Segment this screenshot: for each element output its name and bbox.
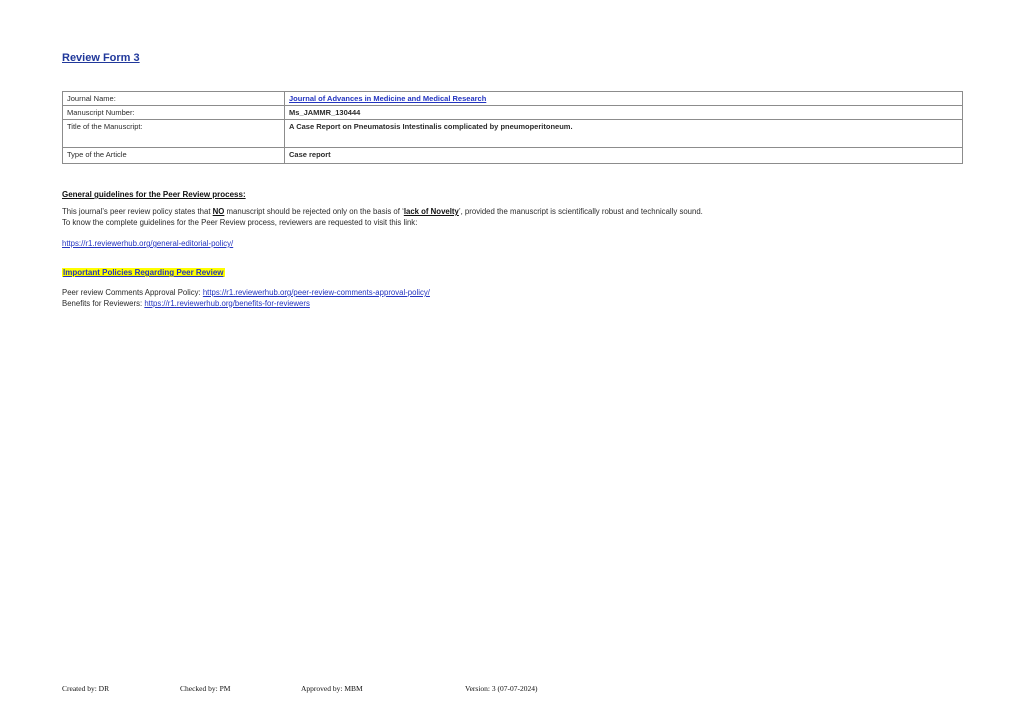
benefits-for-reviewers-line	[62, 299, 430, 310]
general-editorial-policy-line	[62, 239, 233, 248]
guidelines-text-no: NO	[212, 207, 225, 216]
journal-name-label: Journal Name:	[63, 92, 285, 106]
guidelines-text-line2: To know the complete guidelines for the Peer Review process, reviewers are requested to visit this link:	[62, 217, 418, 227]
peer-review-comments-policy-line	[62, 288, 430, 299]
journal-name-link[interactable]: Journal of Advances in Medicine and Medical Research	[289, 94, 487, 103]
benefits-for-reviewers-label: Benefits for Reviewers:	[62, 298, 145, 308]
manuscript-title-value: A Case Report on Pneumatosis Intestinalis complicated by pneumoperitoneum.	[285, 120, 963, 148]
footer-version: Version: 3 (07-07-2024)	[465, 684, 538, 693]
journal-name-cell	[285, 92, 963, 106]
guidelines-text: manuscript should be rejected only on the basis of ‘	[224, 207, 404, 216]
table-row-manuscript-title	[63, 120, 963, 148]
general-editorial-policy-link[interactable]: https://r1.reviewerhub.org/general-editorial-policy/	[62, 239, 234, 248]
manuscript-title-label: Title of the Manuscript:	[63, 120, 285, 148]
page-title: Review Form 3	[62, 52, 140, 64]
article-type-label: Type of the Article	[63, 148, 285, 164]
guidelines-text: This journal’s peer review policy states that	[62, 207, 213, 216]
guidelines-paragraph	[62, 207, 977, 228]
table-row-article-type	[63, 148, 963, 164]
general-guidelines-heading: General guidelines for the Peer Review process:	[62, 190, 246, 199]
benefits-for-reviewers-link[interactable]: https://r1.reviewerhub.org/benefits-for-reviewers	[144, 298, 310, 308]
footer-approved-by: Approved by: MBM	[301, 684, 363, 693]
manuscript-number-label: Manuscript Number:	[63, 106, 285, 120]
peer-review-comments-policy-label: Peer review Comments Approval Policy:	[62, 288, 203, 297]
table-row-journal-name	[63, 92, 963, 106]
guidelines-text: ’, provided the manuscript is scientifically robust and technically sound.	[458, 207, 703, 216]
manuscript-info-table	[62, 91, 963, 164]
important-policies-heading: Important Policies Regarding Peer Review	[63, 268, 224, 277]
article-type-value: Case report	[285, 148, 963, 164]
guidelines-text-lack-of-novelty: lack of Novelty	[403, 207, 459, 216]
peer-review-comments-policy-link[interactable]: https://r1.reviewerhub.org/peer-review-comments-approval-policy/	[202, 288, 430, 297]
document-footer	[62, 684, 962, 696]
table-row-manuscript-number	[63, 106, 963, 120]
footer-created-by: Created by: DR	[62, 684, 110, 693]
manuscript-number-value: Ms_JAMMR_130444	[285, 106, 963, 120]
footer-checked-by: Checked by: PM	[180, 684, 231, 693]
policy-links-block	[62, 288, 430, 309]
